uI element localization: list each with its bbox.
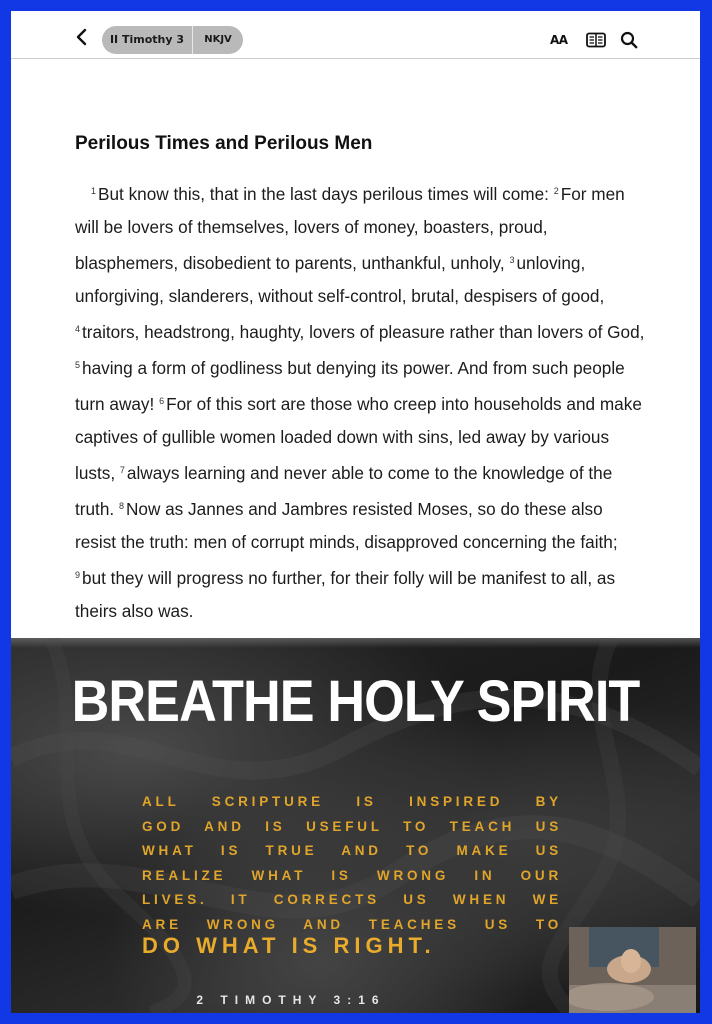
praying-hands-image — [569, 927, 696, 1013]
verse-number: 4 — [75, 324, 81, 334]
back-button[interactable] — [73, 27, 91, 47]
verse-text[interactable]: having a form of godliness but denying its power. And from such people turn away! — [75, 358, 625, 414]
book-chapter-button[interactable]: II Timothy 3 — [102, 26, 193, 54]
promo-verse — [142, 790, 562, 937]
verse-number: 7 — [119, 465, 125, 475]
verse-text[interactable]: For of this sort are those who creep into households and make captives of gullible women loaded down with sins, led away by various lusts, — [75, 394, 642, 483]
verse-line: ARE WRONG AND TEACHES US TO — [142, 916, 562, 932]
verse-number: 8 — [118, 501, 124, 511]
top-toolbar — [11, 11, 700, 59]
verse-line: ALL SCRIPTURE IS INSPIRED BY — [142, 794, 562, 809]
section-heading: Perilous Times and Perilous Men — [75, 133, 373, 154]
reference-selector — [102, 26, 243, 54]
chevron-left-icon — [73, 27, 91, 47]
reading-pane — [75, 131, 647, 628]
verse-number: 9 — [75, 570, 81, 580]
verse-number: 5 — [75, 360, 81, 370]
promo-title: BREATHE HOLY SPIRIT — [71, 669, 640, 734]
verse-line: LIVES. IT CORRECTS US WHEN WE — [142, 892, 562, 907]
verse-text[interactable]: always learning and never able to come to the knowledge of the truth. — [75, 463, 613, 519]
promo-verse-reference: 2 TIMOTHY 3:16 — [196, 993, 386, 1007]
verse-line: WHAT IS TRUE AND TO MAKE US — [142, 843, 562, 858]
verse-line: GOD AND IS USEFUL TO TEACH US — [142, 818, 562, 834]
passage-text — [75, 175, 647, 628]
app-window — [11, 11, 700, 1013]
font-size-button[interactable] — [550, 33, 568, 47]
font-size-label: AA — [550, 33, 568, 47]
layout-button[interactable] — [586, 32, 606, 48]
verse-number: 2 — [553, 186, 559, 196]
version-button[interactable]: NKJV — [204, 34, 232, 45]
verse-text[interactable]: But know this, that in the last days perilous times will come: — [98, 184, 549, 204]
verse-number: 6 — [159, 396, 165, 406]
verse-text[interactable]: For men will be lovers of themselves, lovers of money, boasters, proud, blasphemers, disobedient to parents, unthankful, unholy, — [75, 184, 625, 273]
book-layout-icon — [586, 32, 606, 48]
verse-text[interactable]: but they will progress no further, for their folly will be manifest to all, as theirs also was. — [75, 568, 616, 621]
verse-text[interactable]: unloving, unforgiving, slanderers, without self-control, brutal, despisers of good, — [75, 253, 605, 306]
promo-image — [11, 638, 700, 1013]
verse-number: 3 — [509, 255, 515, 265]
verse-number: 1 — [91, 186, 97, 196]
search-icon — [620, 31, 638, 49]
verse-text[interactable]: traitors, headstrong, haughty, lovers of pleasure rather than lovers of God, — [82, 322, 645, 342]
promo-verse-emphasis: DO WHAT IS RIGHT. — [142, 933, 436, 958]
search-button[interactable] — [620, 31, 638, 49]
verse-line: REALIZE WHAT IS WRONG IN OUR — [142, 867, 562, 883]
verse-text[interactable]: Now as Jannes and Jambres resisted Moses, so do these also resist the truth: men of corrupt minds, disapproved concerning the faith; — [75, 499, 618, 552]
praying-person-photo — [569, 927, 696, 1013]
